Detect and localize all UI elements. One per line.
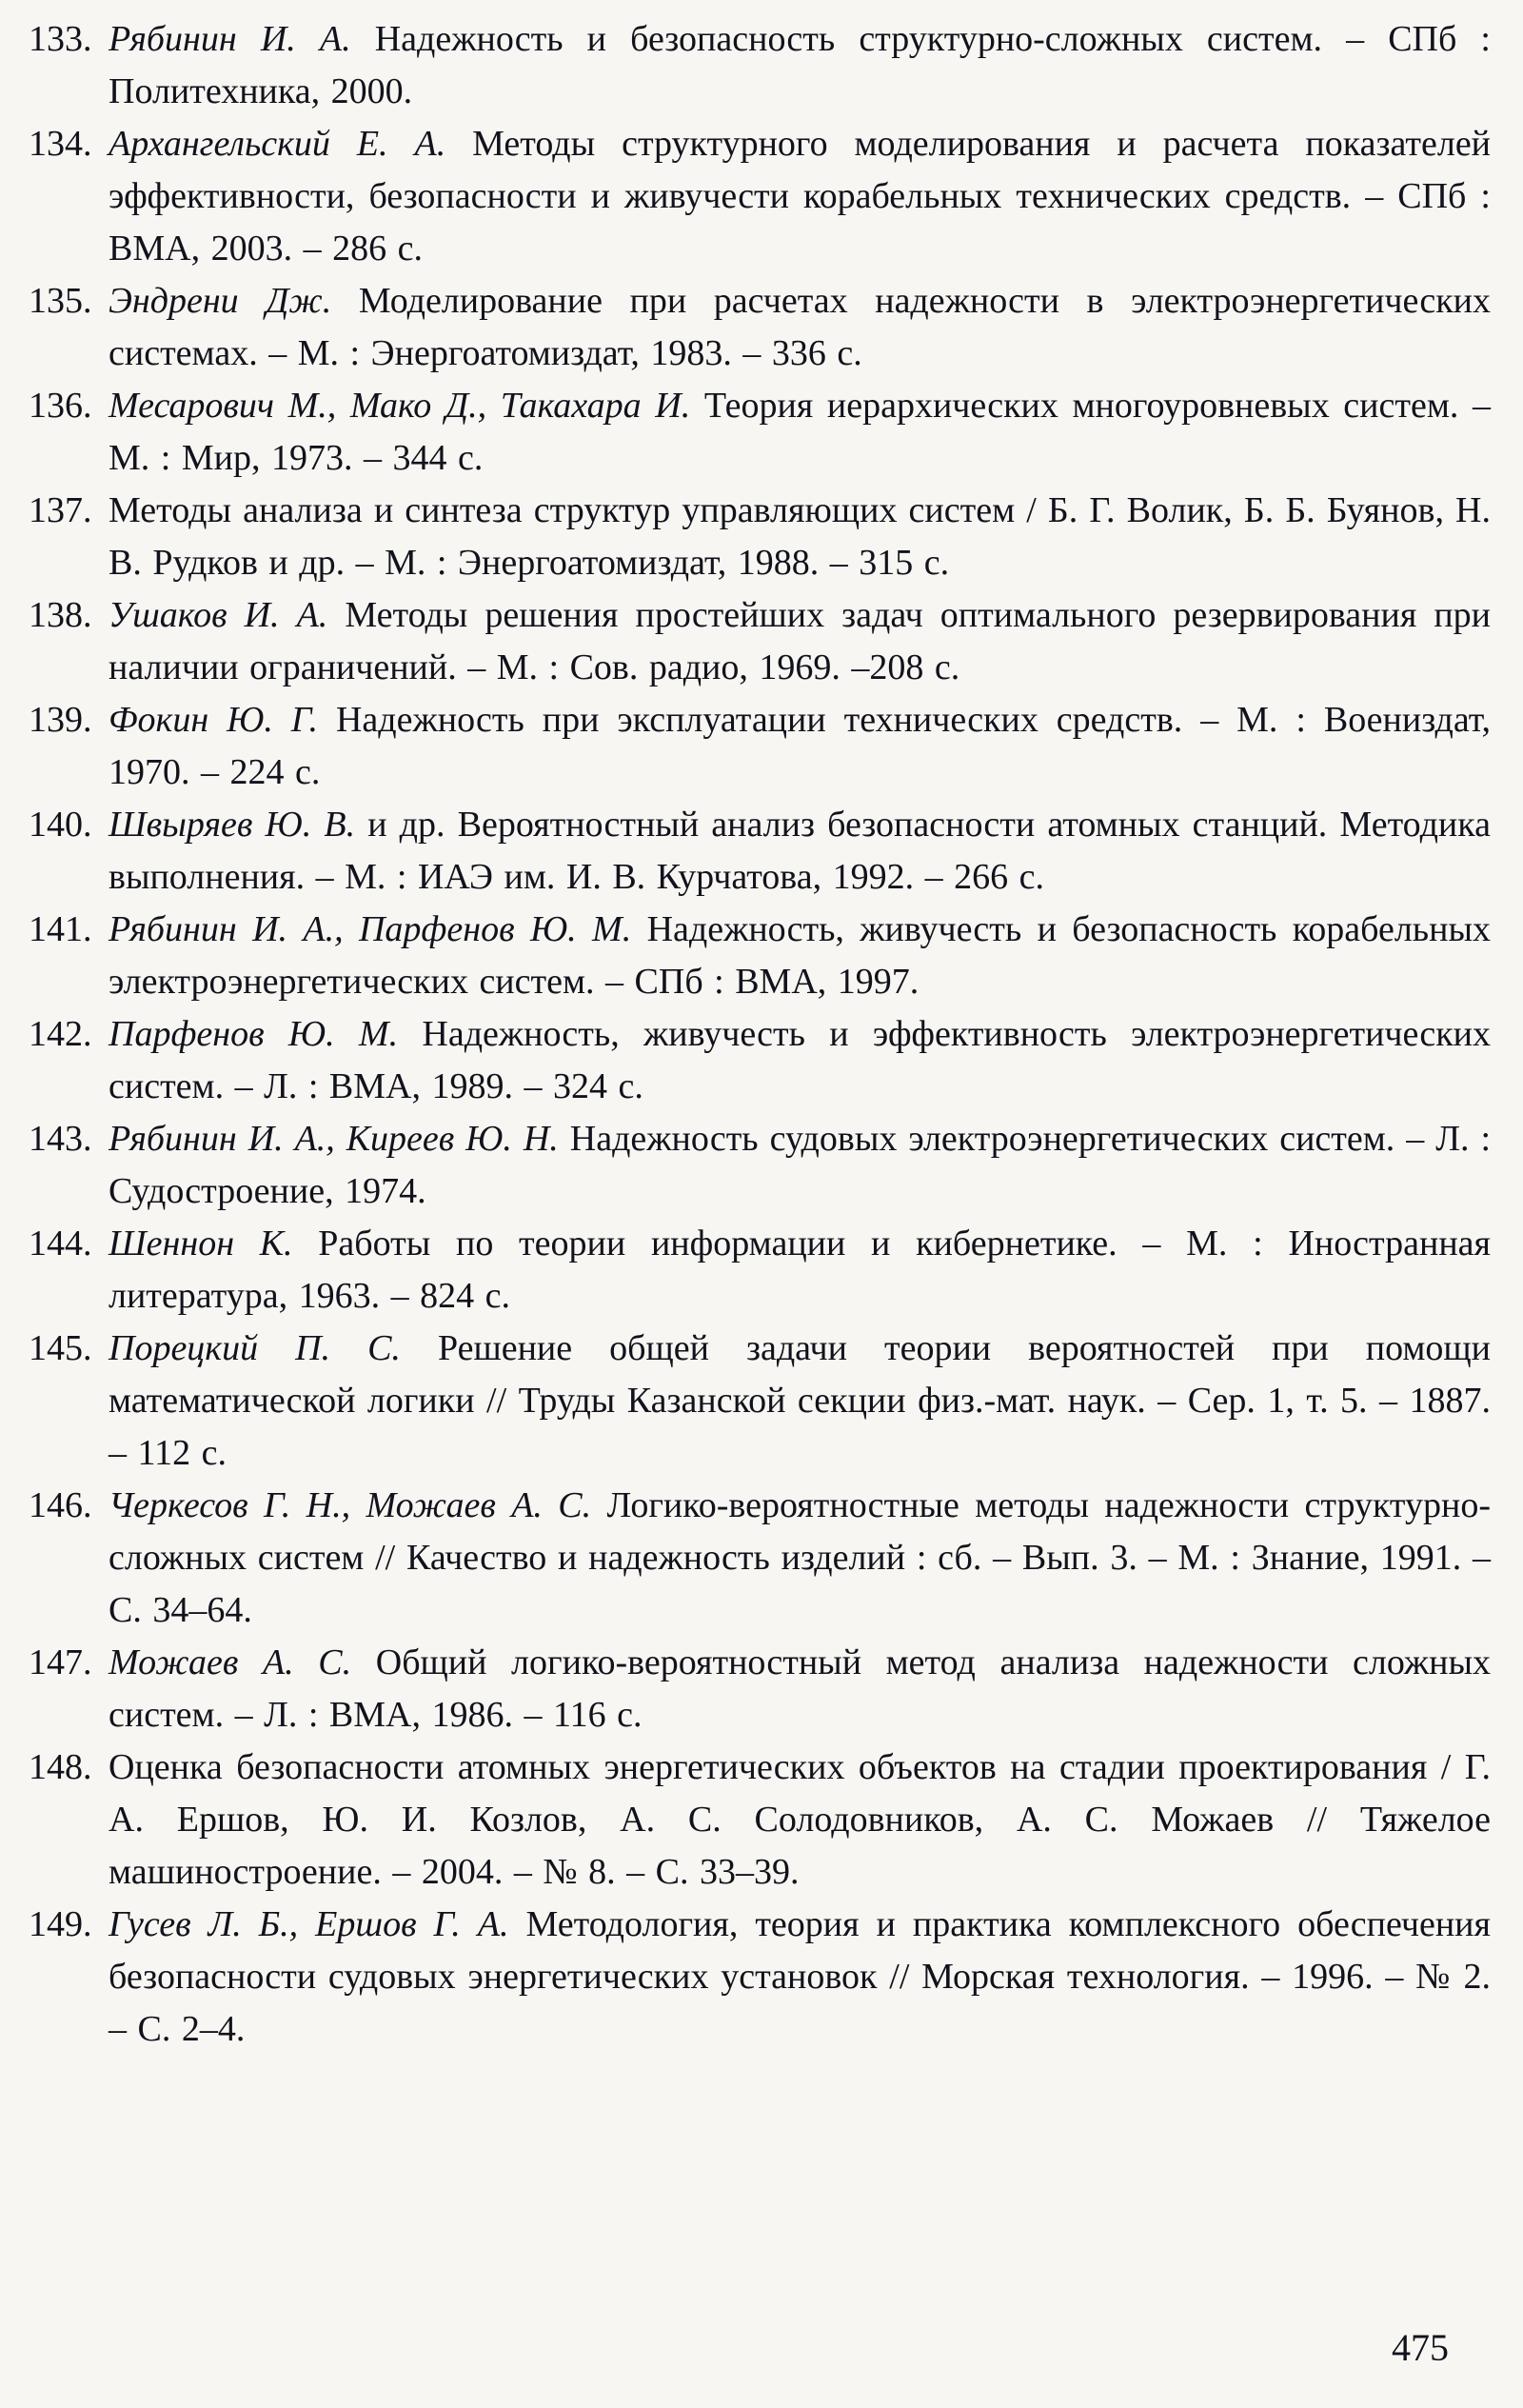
reference-author: Ушаков И. А. — [109, 595, 328, 635]
reference-author: Шеннон К. — [109, 1224, 293, 1264]
reference-number: 149. — [29, 1904, 92, 1944]
reference-number: 137. — [29, 490, 92, 530]
reference-item — [29, 1899, 1491, 2056]
reference-author: Парфенов Ю. М. — [109, 1014, 399, 1054]
reference-author: Швыряев Ю. В. — [109, 805, 356, 845]
reference-text: Методы структурного моделирования и расчета показателей эффективности, безопасности и живучести корабельных технических средств. – СПб : ВМА, 2003. – 286 с. — [109, 124, 1492, 269]
reference-number: 147. — [29, 1642, 92, 1682]
reference-number: 136. — [29, 386, 92, 426]
reference-item — [29, 485, 1491, 589]
reference-item — [29, 1008, 1491, 1113]
reference-item — [29, 1113, 1491, 1218]
reference-number: 142. — [29, 1014, 92, 1054]
reference-number: 135. — [29, 281, 92, 321]
reference-author: Рябинин И. А., Киреев Ю. Н. — [109, 1119, 559, 1159]
reference-text: Методология, теория и практика комплексного обеспечения безопасности судовых энергетических установок // Морская технология. – 1996. – № 2. – С. 2–4. — [109, 1904, 1492, 2049]
reference-item — [29, 275, 1491, 380]
reference-number: 133. — [29, 19, 92, 59]
reference-text: Оценка безопасности атомных энергетических объектов на стадии проектирования / Г. А. Ершов, Ю. И. Козлов, А. С. Солодовников, А. С. Можаев // Тяжелое машиностроение. – 2004. – № 8. – С. 33–39. — [109, 1747, 1491, 1892]
reference-author: Рябинин И. А. — [109, 19, 351, 59]
reference-author: Архангельский Е. А. — [109, 124, 446, 164]
page-number: 475 — [1392, 2326, 1449, 2369]
reference-author: Порецкий П. С. — [109, 1328, 401, 1368]
reference-text: и др. Вероятностный анализ безопасности атомных станций. Методика выполнения. – М. : ИАЭ им. И. В. Курчатова, 1992. – 266 с. — [109, 805, 1492, 897]
reference-item — [29, 118, 1491, 275]
reference-item — [29, 904, 1491, 1008]
reference-number: 148. — [29, 1747, 92, 1787]
reference-text: Надежность и безопасность структурно-сложных систем. – СПб : Политехника, 2000. — [109, 19, 1491, 111]
reference-item — [29, 1637, 1491, 1741]
reference-author: Месарович М., Мако Д., Такахара И. — [109, 386, 691, 426]
reference-number: 146. — [29, 1485, 92, 1525]
reference-author: Черкесов Г. Н., Можаев А. С. — [109, 1485, 592, 1525]
reference-author: Фокин Ю. Г. — [109, 700, 319, 740]
reference-text: Методы решения простейших задач оптимального резервирования при наличии ограничений. – М. : Сов. радио, 1969. –208 с. — [109, 595, 1492, 687]
reference-text: Общий логико-вероятностный метод анализа надежности сложных систем. – Л. : ВМА, 1986. – 116 с. — [109, 1642, 1492, 1735]
reference-item — [29, 380, 1491, 485]
reference-number: 138. — [29, 595, 92, 635]
reference-text: Решение общей задачи теории вероятностей при помощи математической логики // Труды Казанской секции физ.-мат. наук. – Сер. 1, т. 5. – 1887. – 112 с. — [109, 1328, 1492, 1473]
reference-number: 143. — [29, 1119, 92, 1159]
reference-text: Надежность судовых электроэнергетических систем. – Л. : Судостроение, 1974. — [109, 1119, 1492, 1211]
reference-author: Гусев Л. Б., Ершов Г. А. — [109, 1904, 509, 1944]
reference-item — [29, 1741, 1491, 1899]
reference-author: Эндрени Дж. — [109, 281, 332, 321]
reference-number: 134. — [29, 124, 92, 164]
reference-number: 145. — [29, 1328, 92, 1368]
reference-text: Надежность, живучесть и безопасность корабельных электроэнергетических систем. – СПб : ВМА, 1997. — [109, 909, 1491, 1002]
bibliography-page — [29, 13, 1491, 2056]
reference-text: Работы по теории информации и кибернетике. – М. : Иностранная литература, 1963. – 824 с. — [109, 1224, 1491, 1316]
reference-number: 139. — [29, 700, 92, 740]
reference-item — [29, 1323, 1491, 1480]
reference-text: Надежность, живучесть и эффективность электроэнергетических систем. – Л. : ВМА, 1989. – 324 с. — [109, 1014, 1492, 1106]
reference-number: 141. — [29, 909, 92, 949]
reference-item — [29, 694, 1491, 799]
reference-author: Рябинин И. А., Парфенов Ю. М. — [109, 909, 632, 949]
reference-text: Теория иерархических многоуровневых систем. – М. : Мир, 1973. – 344 с. — [109, 386, 1492, 478]
reference-number: 144. — [29, 1224, 92, 1264]
reference-item — [29, 589, 1491, 694]
reference-text: Надежность при эксплуатации технических средств. – М. : Воениздат, 1970. – 224 с. — [109, 700, 1491, 792]
reference-item — [29, 13, 1491, 118]
reference-author: Можаев А. С. — [109, 1642, 352, 1682]
reference-item — [29, 1218, 1491, 1323]
reference-number: 140. — [29, 805, 92, 845]
reference-text: Методы анализа и синтеза структур управляющих систем / Б. Г. Волик, Б. Б. Буянов, Н. В. Рудков и др. – М. : Энергоатомиздат, 1988. – 315 с. — [109, 490, 1491, 583]
reference-item — [29, 1480, 1491, 1637]
reference-item — [29, 799, 1491, 904]
reference-text: Логико-вероятностные методы надежности структурно-сложных систем // Качество и надежность изделий : сб. – Вып. 3. – М. : Знание, 1991. – С. 34–64. — [109, 1485, 1491, 1630]
reference-text: Моделирование при расчетах надежности в электроэнергетических системах. – М. : Энергоатомиздат, 1983. – 336 с. — [109, 281, 1492, 373]
